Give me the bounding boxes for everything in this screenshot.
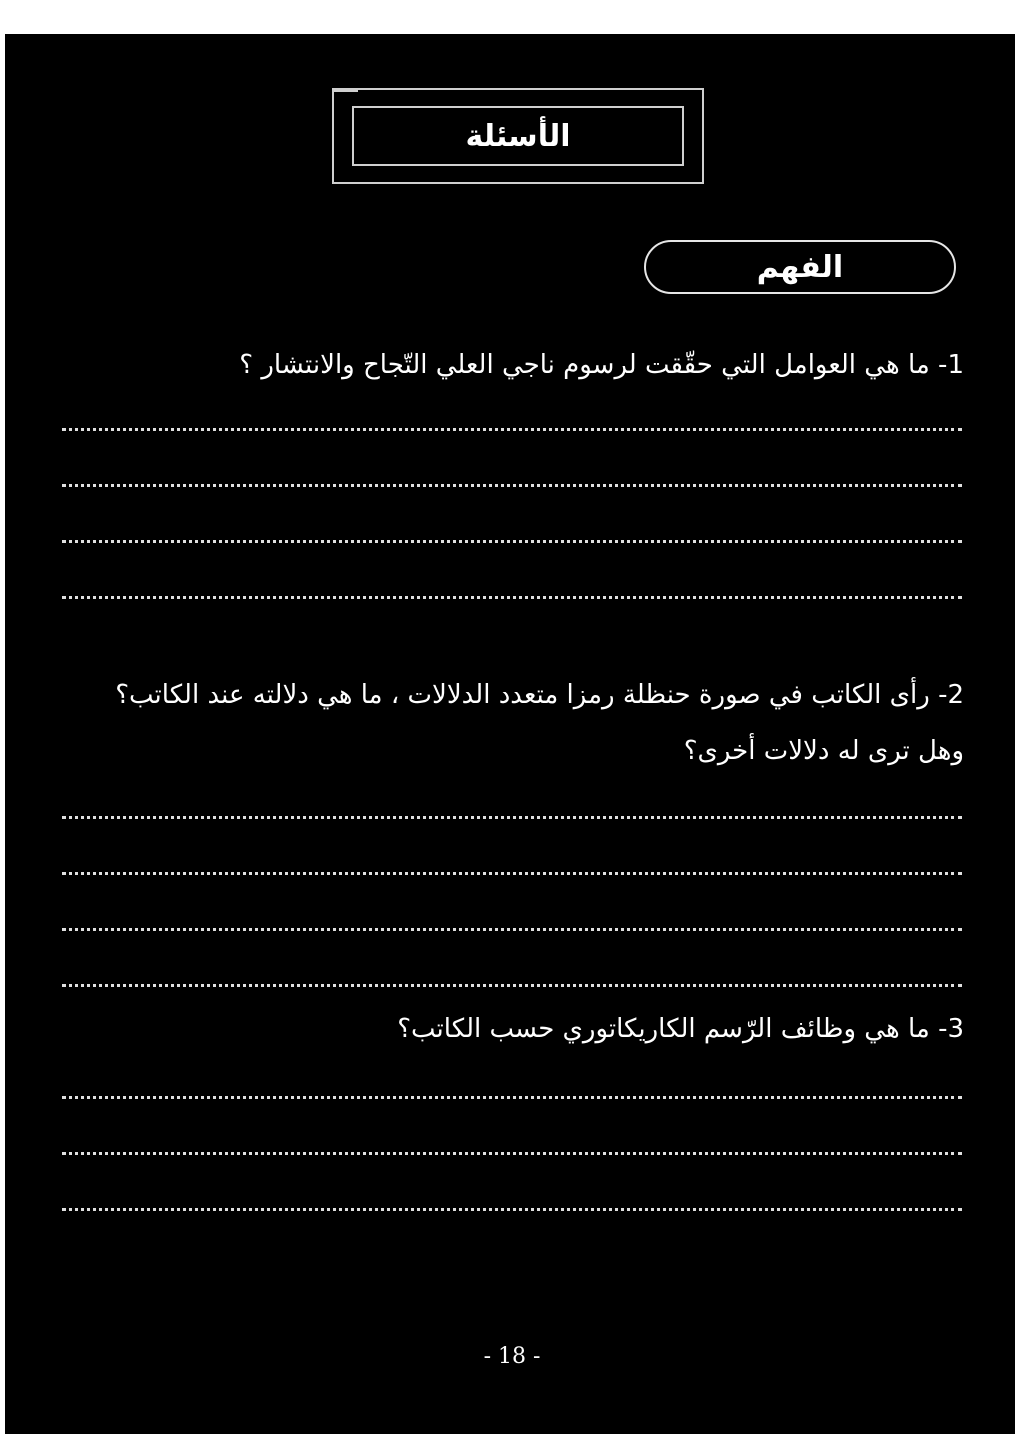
answer-line[interactable] <box>62 540 962 543</box>
title-frame <box>332 88 704 184</box>
section-label-pill <box>644 240 956 294</box>
answer-line[interactable] <box>62 928 962 931</box>
answer-line[interactable] <box>62 1208 962 1211</box>
question-3: 3- ما هي وظائف الرّسم الكاريكاتوري حسب الكاتب؟ <box>397 1014 964 1044</box>
page-title: الأسئلة <box>465 118 571 154</box>
answer-line[interactable] <box>62 1096 962 1099</box>
answer-line[interactable] <box>62 596 962 599</box>
answer-line[interactable] <box>62 1152 962 1155</box>
answer-line[interactable] <box>62 872 962 875</box>
section-label: الفهم <box>756 249 844 285</box>
question-2: 2- رأى الكاتب في صورة حنظلة رمزا متعدد الدلالات ، ما هي دلالته عند الكاتب؟ <box>115 680 964 710</box>
question-1: 1- ما هي العوامل التي حقّقت لرسوم ناجي العلي التّجاح والانتشار ؟ <box>239 350 964 380</box>
answer-line[interactable] <box>62 984 962 987</box>
answer-line[interactable] <box>62 484 962 487</box>
question-2-continuation: وهل ترى له دلالات أخرى؟ <box>683 736 964 766</box>
page-number: - 18 - <box>483 1344 541 1369</box>
answer-line[interactable] <box>62 816 962 819</box>
answer-line[interactable] <box>62 428 962 431</box>
title-inner-frame <box>352 106 684 166</box>
